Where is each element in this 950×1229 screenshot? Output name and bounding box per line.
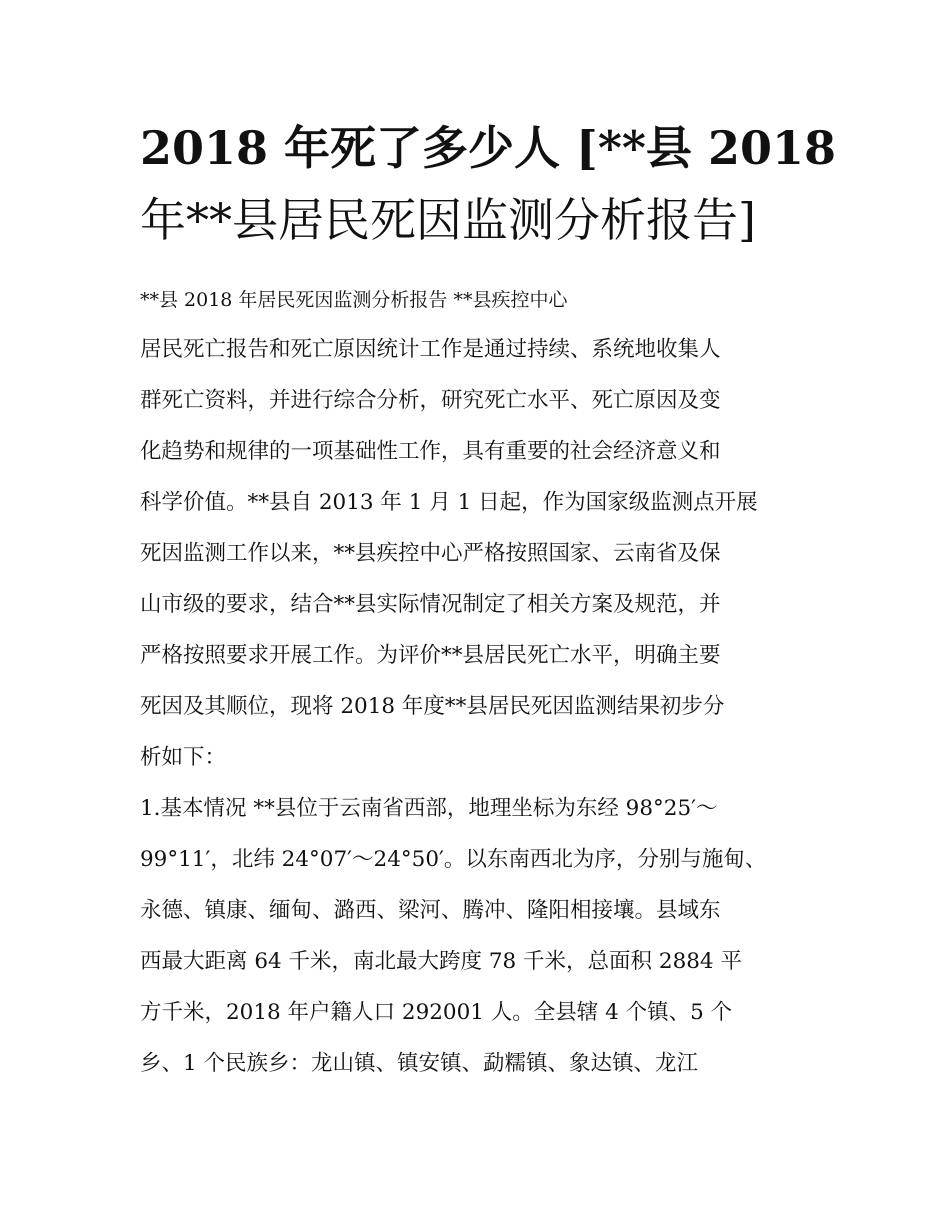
- paragraph-1-line: 居民死亡报告和死亡原因统计工作是通过持续、系统地收集人: [140, 337, 721, 362]
- paragraph-1-line: 群死亡资料，并进行综合分析，研究死亡水平、死亡原因及变: [140, 388, 721, 413]
- subtitle-line: **县 2018 年居民死因监测分析报告 **县疾控中心: [140, 289, 568, 311]
- paragraph-2-line: 永德、镇康、缅甸、潞西、梁河、腾冲、隆阳相接壤。县域东: [140, 898, 721, 923]
- document-title: [140, 112, 836, 256]
- paragraph-1-line: 山市级的要求，结合**县实际情况制定了相关方案及规范，并: [140, 592, 721, 617]
- paragraph-2-line: 1.基本情况 **县位于云南省西部，地理坐标为东经 98°25′～: [140, 796, 718, 821]
- paragraph-2-line: 乡、1 个民族乡：龙山镇、镇安镇、勐糯镇、象达镇、龙江: [140, 1051, 699, 1076]
- paragraph-2-line: 方千米，2018 年户籍人口 292001 人。全县辖 4 个镇、5 个: [140, 1000, 733, 1025]
- paragraph-1-line: 死因及其顺位，现将 2018 年度**县居民死因监测结果初步分: [140, 694, 725, 719]
- title-line-2: 年**县居民死因监测分析报告]: [140, 193, 756, 247]
- paragraph-1-line: 科学价值。**县自 2013 年 1 月 1 日起，作为国家级监测点开展: [140, 490, 758, 515]
- title-line-1: 2018 年死了多少人 [**县 2018: [140, 121, 836, 175]
- paragraph-2-line: 西最大距离 64 千米，南北最大跨度 78 千米，总面积 2884 平: [140, 949, 742, 974]
- document-body: [140, 276, 820, 1089]
- paragraph-2-line: 99°11′，北纬 24°07′～24°50′。以东南西北为序，分别与施甸、: [140, 847, 767, 872]
- paragraph-1-line: 严格按照要求开展工作。为评价**县居民死亡水平，明确主要: [140, 643, 721, 668]
- paragraph-1-line: 析如下：: [140, 745, 227, 770]
- paragraph-1-line: 死因监测工作以来，**县疾控中心严格按照国家、云南省及保: [140, 541, 721, 566]
- paragraph-1-line: 化趋势和规律的一项基础性工作，具有重要的社会经济意义和: [140, 439, 721, 464]
